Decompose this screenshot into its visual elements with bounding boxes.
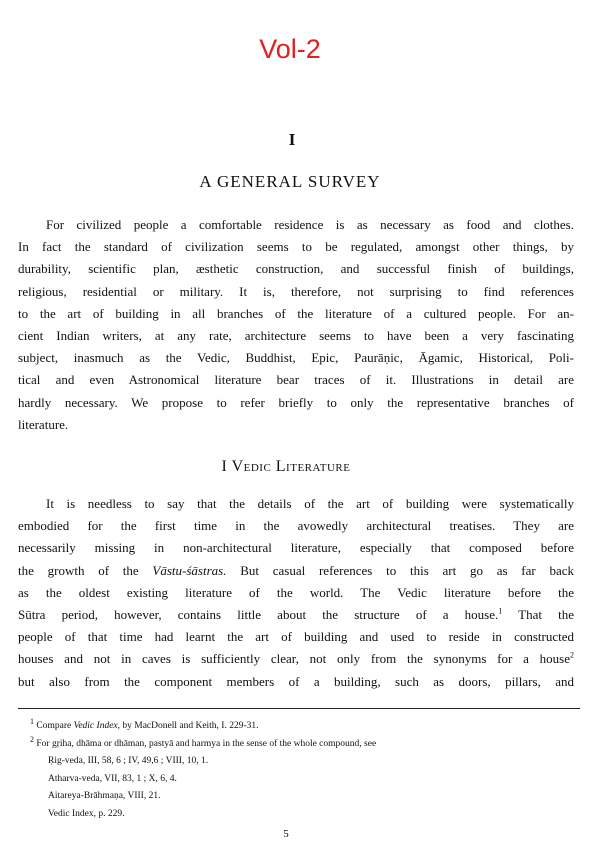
section-heading-vedic-literature: I Vedic Literature <box>221 458 351 475</box>
paragraph-vedic-literature <box>18 493 574 693</box>
footnote-text: For gṛiha, dhāma or dhāman, pastyā and harmya in the sense of the whole compound, see <box>34 738 377 749</box>
paragraph-line: necessarily missing in non-architectural literature, especially that composed before <box>18 540 574 556</box>
footnote-marker: 2 <box>30 734 34 744</box>
paragraph-line: cient Indian writers, at any rate, architecture seems to have been a very fascinating <box>18 328 574 344</box>
paragraph-line: durability, scientific plan, æsthetic construction, and successful finish of buildings, <box>18 261 574 277</box>
footnotes <box>18 718 578 824</box>
paragraph-line: For civilized people a comfortable residence is as necessary as food and clothes. <box>46 217 574 232</box>
paragraph-line: It is needless to say that the details of the art of building were systematically <box>46 496 574 511</box>
footnote-1 <box>18 718 578 736</box>
footnote-reference: Aitareya-Brāhmaṇa, VIII, 21. <box>48 791 161 802</box>
text-run: Sūtra period, however, contains little about the structure of a house. <box>18 607 499 623</box>
footnote-divider <box>18 708 580 709</box>
text-run: houses and not in caves is sufficiently clear, not only from the synonyms for a house <box>18 651 570 667</box>
text-run: That the <box>502 607 574 623</box>
footnote-ref: 2 <box>570 651 574 661</box>
footnote-italic: Vedic Index, <box>73 721 120 731</box>
text-run: the growth of the <box>18 562 153 578</box>
paragraph-line: literature. <box>18 416 69 432</box>
paragraph-line: subject, inasmuch as the Vedic, Buddhist, Epic, Paurāṇic, Āgamic, Historical, Poli- <box>18 350 574 366</box>
footnote-reference: Vedic Index, p. 229. <box>48 808 125 819</box>
volume-label: Vol-2 <box>259 34 321 64</box>
paragraph-line: people of that time had learnt the art of building and used to reside in constructed <box>18 629 574 645</box>
paragraph-line <box>18 648 574 670</box>
paragraph-line <box>18 604 574 626</box>
page-number: 5 <box>283 828 289 840</box>
paragraph-line <box>18 560 574 582</box>
footnote-reference: Atharva-veda, VII, 83, 1 ; X, 6, 4. <box>48 773 177 784</box>
paragraph-line: embodied for the first time in the avowedly architectural treatises. They are <box>18 518 574 534</box>
footnote-2 <box>18 736 578 754</box>
paragraph-general-survey <box>18 214 574 436</box>
footnote-marker: 1 <box>30 716 34 726</box>
paragraph-line: religious, residential or military. It is, therefore, not surprising to find references <box>18 283 574 299</box>
paragraph-line: to the art of building in all branches of the literature of a cultured people. For an- <box>18 305 574 321</box>
paragraph-line: hardly necessary. We propose to refer briefly to only the representative branches of <box>18 394 574 410</box>
paragraph-line: as the oldest existing literature of the world. The Vedic literature before the <box>18 584 574 600</box>
footnote-text: Compare <box>34 721 74 731</box>
paragraph-line: but also from the component members of a building, such as doors, pillars, and <box>18 673 574 689</box>
chapter-title: A GENERAL SURVEY <box>199 172 381 191</box>
italic-term: Vāstu-śāstras. <box>152 562 227 578</box>
footnote-reference: Ṛig-veda, III, 58, 6 ; IV, 49,6 ; VIII, 10, 1. <box>48 756 209 767</box>
text-run: But casual references to this art go as far back <box>226 562 574 578</box>
footnote-ref: 1 <box>498 606 503 616</box>
footnote-text: by MacDonell and Keith, I. 229-31. <box>120 721 259 731</box>
chapter-number: I <box>288 130 296 149</box>
paragraph-line: In fact the standard of civilization seems to be regulated, amongst other things, by <box>18 239 574 255</box>
paragraph-line: tical and even Astronomical literature bear traces of it. Illustrations in detail are <box>18 372 574 388</box>
